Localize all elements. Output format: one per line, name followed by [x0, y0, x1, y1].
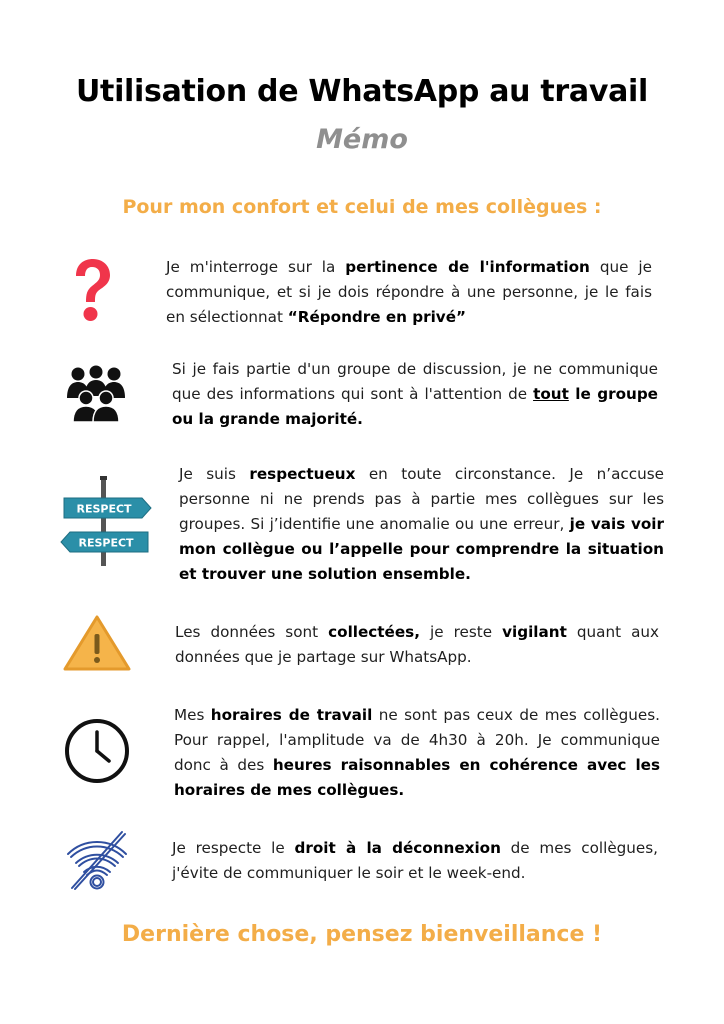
- respect-signpost-icon: [58, 476, 154, 568]
- page-title: Utilisation de WhatsApp au travail: [75, 74, 649, 109]
- question-mark-icon: [70, 258, 114, 324]
- clock-icon: [63, 717, 131, 785]
- memo-text-group: Si je fais partie d'un groupe de discussion, je ne communique que des informations qui sont à l'attention de tout le groupe ou la grande majorité.: [172, 360, 658, 428]
- memo-text-data: Les données sont collectées, je reste vigilant quant aux données que je partage sur WhatsApp.: [175, 623, 659, 666]
- closing-message: Dernière chose, pensez bienveillance !: [121, 922, 603, 947]
- section-heading: Pour mon confort et celui de mes collègues :: [122, 196, 602, 218]
- group-people-icon: [64, 365, 128, 423]
- memo-text-respect: Je suis respectueux en toute circonstance. Je n’accuse personne ni ne prends pas à partie mes collègues sur les groupes. Si j’identifie une anomalie ou une erreur, je vais voir mon collègue ou l’appelle pour comprendre la situation et trouver une solution ensemble.: [179, 465, 665, 583]
- svg-text:RESPECT: RESPECT: [78, 536, 134, 550]
- no-wifi-icon: [64, 830, 130, 890]
- memo-text-disconnect: Je respecte le droit à la déconnexion de mes collègues, j'évite de communiquer le soir et le week-end.: [172, 839, 659, 882]
- memo-text-relevance: Je m'interroge sur la pertinence de l'information que je communique, et si je dois répondre à une personne, je le fais en sélectionnat “Répondre en privé”: [166, 258, 652, 326]
- memo-text-hours: Mes horaires de travail ne sont pas ceux de mes collègues. Pour rappel, l'amplitude va de 4h30 à 20h. Je communique donc à des heures raisonnables en cohérence avec les horaires de mes collègues.: [174, 706, 660, 799]
- svg-text:RESPECT: RESPECT: [76, 502, 132, 516]
- page-subtitle: Mémo: [316, 124, 408, 155]
- warning-icon: [62, 614, 132, 672]
